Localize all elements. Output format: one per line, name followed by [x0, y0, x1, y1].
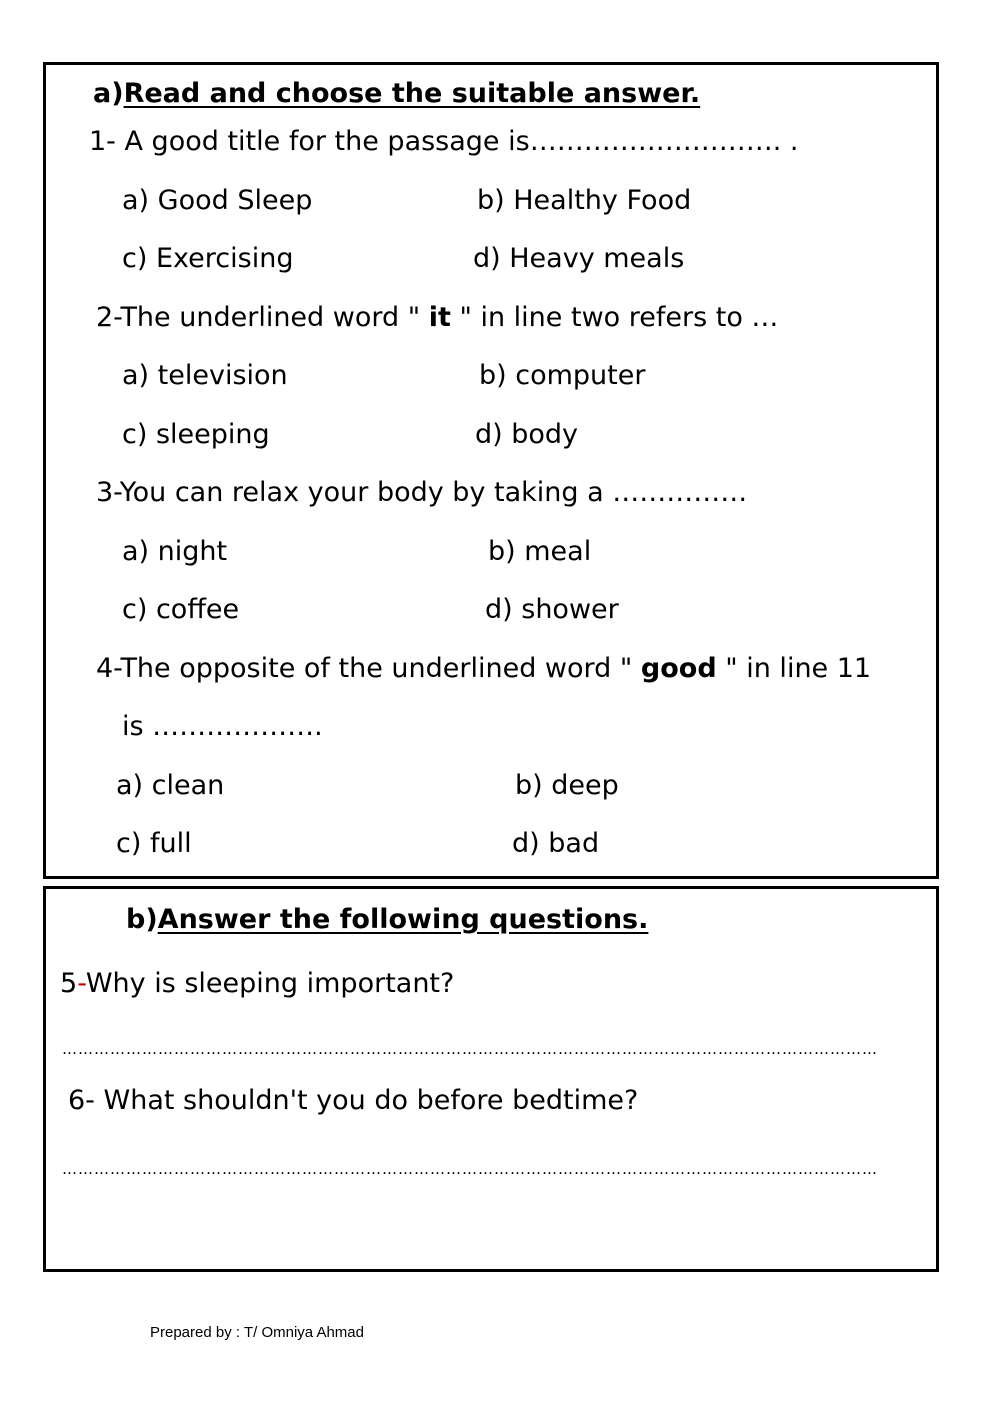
question-4-continued: is ………………. [122, 711, 323, 742]
section-b-box [43, 886, 939, 1272]
question-2: 2-The underlined word " it " in line two refers to … [96, 302, 779, 333]
section-b-heading: b)Answer the following questions. [126, 904, 649, 935]
answer-line-6[interactable]: ……………………………………………………………………………………………………………………………………… [62, 1160, 878, 1178]
question-4: 4-The opposite of the underlined word " good " in line 11 [96, 653, 872, 684]
q3-option-d: d) shower [485, 594, 619, 625]
q1-option-c: c) Exercising [122, 243, 294, 274]
q4-option-d: d) bad [512, 828, 600, 859]
q4-option-a: a) clean [116, 770, 225, 801]
question-3: 3-You can relax your body by taking a …………… [96, 477, 748, 508]
q1-option-d: d) Heavy meals [473, 243, 685, 274]
q2-option-d: d) body [475, 419, 579, 450]
q2-option-a: a) television [122, 360, 288, 391]
q3-option-a: a) night [122, 536, 228, 567]
q3-option-c: c) coffee [122, 594, 240, 625]
footer-credit: Prepared by : T/ Omniya Ahmad [150, 1324, 364, 1341]
q4-option-b: b) deep [515, 770, 619, 801]
section-a-heading: a)Read and choose the suitable answer. [93, 78, 701, 109]
question-6: 6- What shouldn't you do before bedtime? [68, 1085, 639, 1116]
q2-option-c: c) sleeping [122, 419, 270, 450]
q1-option-b: b) Healthy Food [477, 185, 692, 216]
q3-option-b: b) meal [488, 536, 592, 567]
question-1: 1- A good title for the passage is………………………. . [89, 126, 799, 157]
q1-option-a: a) Good Sleep [122, 185, 313, 216]
answer-line-5[interactable]: ……………………………………………………………………………………………………………………………………… [62, 1040, 878, 1058]
q4-option-c: c) full [116, 828, 192, 859]
q2-option-b: b) computer [479, 360, 646, 391]
question-5: 5-Why is sleeping important? [60, 968, 455, 999]
